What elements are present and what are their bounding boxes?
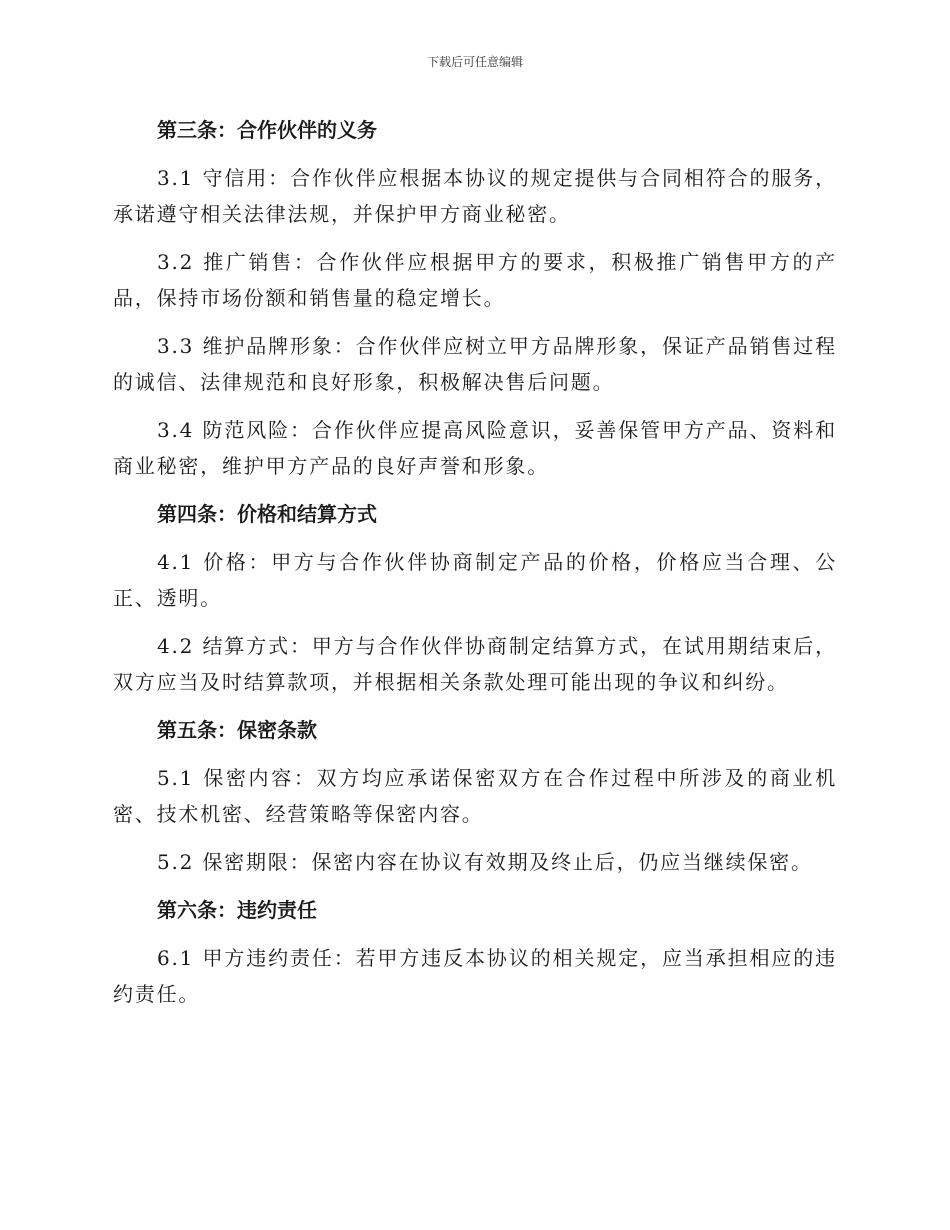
page-header: 下载后可任意编辑 [426,55,523,69]
clause-5-1: 5.1 保密内容：双方均应承诺保密双方在合作过程中所涉及的商业机密、技术机密、经营策略等保密内容。 [113,766,837,826]
clause-4-2: 4.2 结算方式：甲方与合作伙伴协商制定结算方式，在试用期结束后，双方应当及时结算款项，并根据相关条款处理可能出现的争议和纠纷。 [113,634,837,694]
section-heading-6: 第六条：违约责任 [157,898,317,922]
section-heading-4: 第四条：价格和结算方式 [157,502,377,526]
document-body [113,112,837,1012]
clause-3-1: 3.1 守信用：合作伙伴应根据本协议的规定提供与合同相符合的服务，承诺遵守相关法律法规，并保护甲方商业秘密。 [113,166,837,226]
clause-5-2: 5.2 保密期限：保密内容在协议有效期及终止后，仍应当继续保密。 [157,850,813,874]
clause-3-2: 3.2 推广销售：合作伙伴应根据甲方的要求，积极推广销售甲方的产品，保持市场份额和销售量的稳定增长。 [113,250,837,310]
clause-4-1: 4.1 价格：甲方与合作伙伴协商制定产品的价格，价格应当合理、公正、透明。 [113,550,837,610]
section-heading-3: 第三条：合作伙伴的义务 [157,118,377,142]
clause-6-1: 6.1 甲方违约责任：若甲方违反本协议的相关规定，应当承担相应的违约责任。 [113,946,837,1006]
section-heading-5: 第五条：保密条款 [157,718,317,742]
clause-3-4: 3.4 防范风险：合作伙伴应提高风险意识，妥善保管甲方产品、资料和商业秘密，维护甲方产品的良好声誉和形象。 [113,418,837,478]
clause-3-3: 3.3 维护品牌形象：合作伙伴应树立甲方品牌形象，保证产品销售过程的诚信、法律规范和良好形象，积极解决售后问题。 [113,334,837,394]
